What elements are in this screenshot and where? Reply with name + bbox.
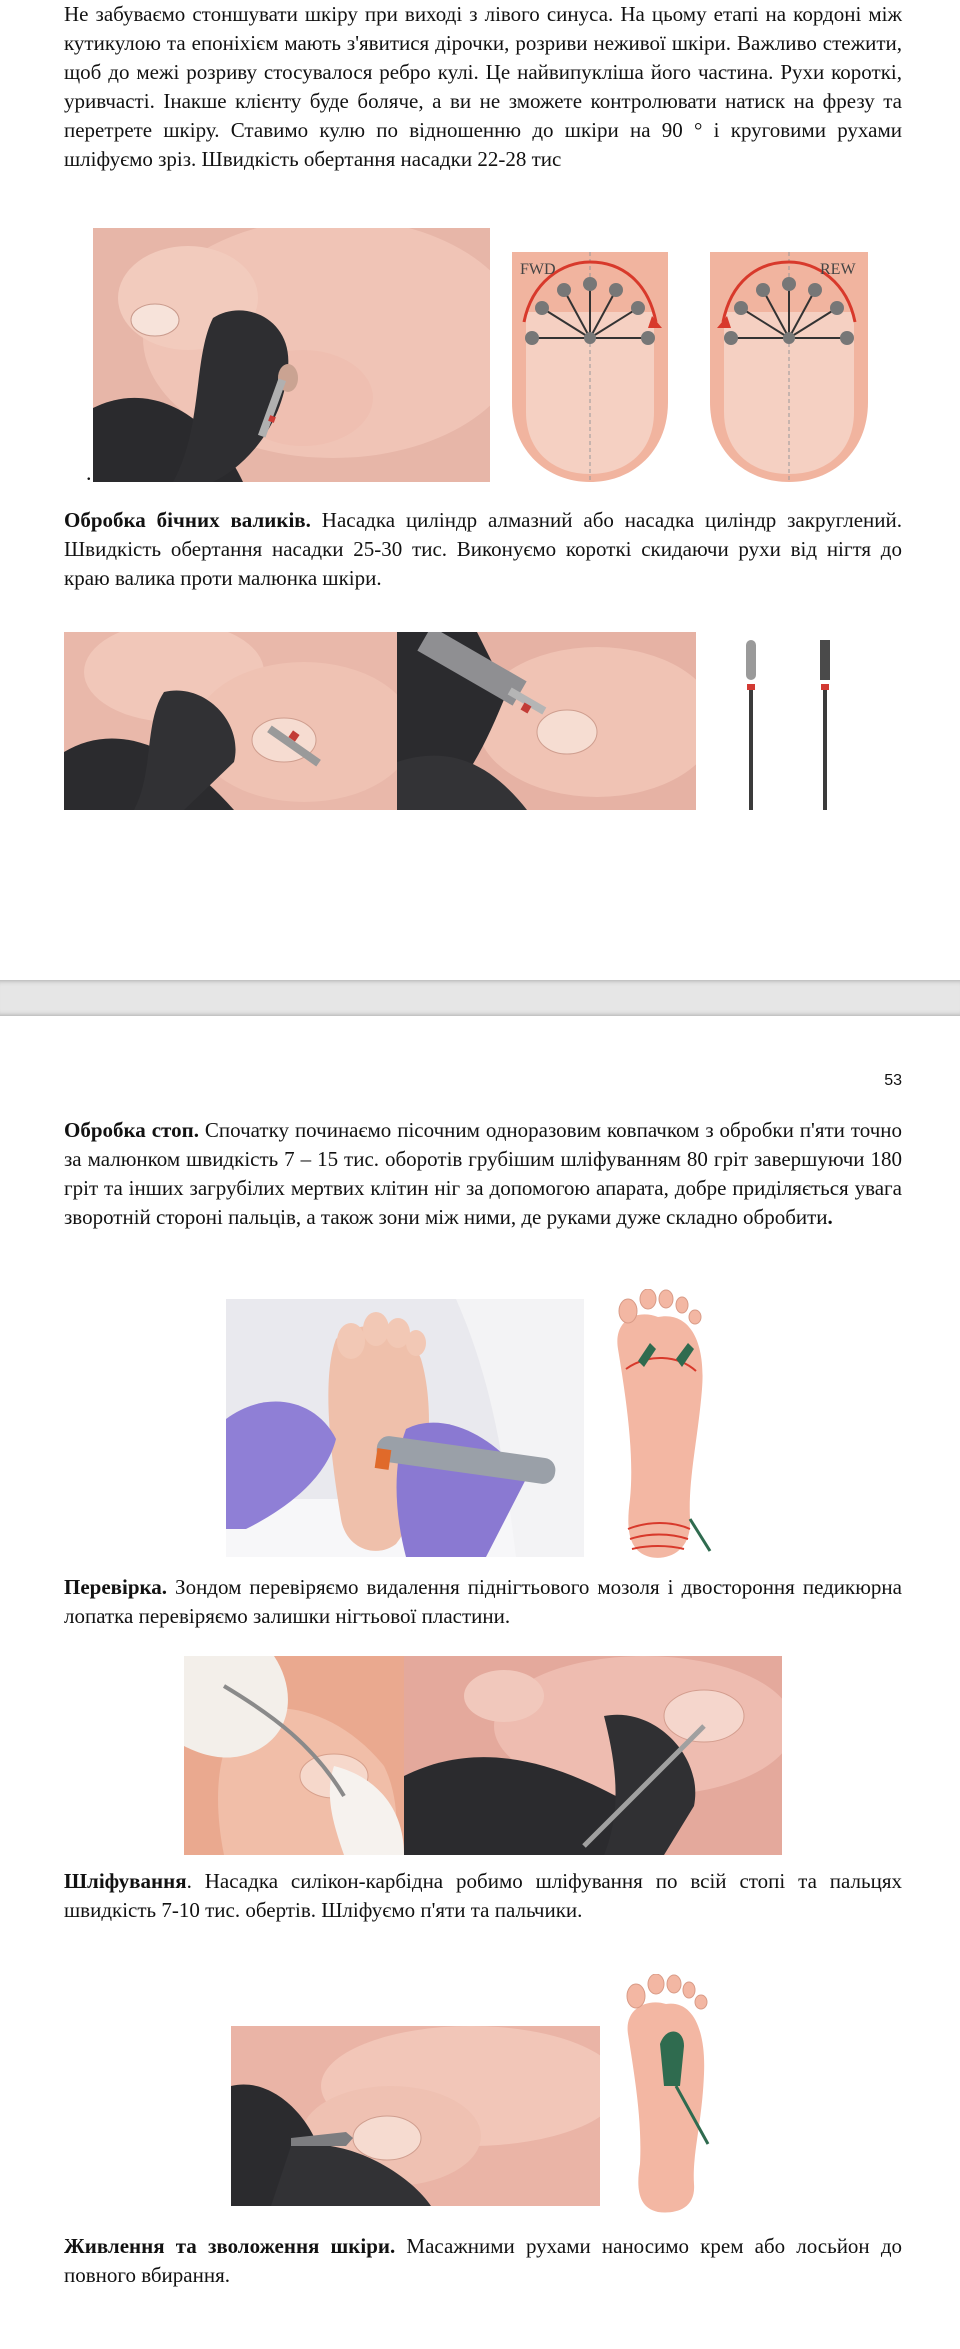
diagram-foot-green-bit: [608, 1974, 720, 2214]
feet-paragraph: [64, 1116, 902, 1232]
nutrition-heading: Живлення та зволоження шкіри.: [64, 2234, 396, 2258]
side-rollers-heading: Обробка бічних валиків.: [64, 508, 311, 532]
photo-probe-check: [184, 1656, 404, 1855]
stray-dot: .: [86, 460, 92, 485]
bit-cylinder-diamond-icon: [814, 640, 836, 810]
intro-paragraph: Не забуваємо стоншувати шкіру при виході з лівого синуса. На цьому етапі на кордоні між кутикулою та епоніхієм мають з'явитися дірочки, розриви неживої шкіри. Важливо стежити, щоб до межі розриву стосувалося ребро кулі. Це найвипукліша його частина. Рухи короткі, уривчасті. Інакше клієнту буде боляче, а ви не зможете контролювати натиск на фрезу та перетрете шкіру. Ставимо кулю по відношенню до шкіри на 90 ° і круговими рухами шліфуємо зріз. Швидкість обертання насадки 22-28 тис: [64, 2, 902, 171]
fwd-label: FWD: [520, 261, 556, 278]
diagram-nail-rew: [700, 252, 878, 482]
photo-toe-ball-bit: [93, 228, 490, 482]
feet-end: .: [827, 1205, 833, 1229]
grinding-heading: Шліфування: [64, 1869, 187, 1893]
document-page-1: [0, 0, 960, 980]
grinding-text: . Насадка силікон-карбідна робимо шліфування по всій стопі та пальцях швидкість 7-10 тис. обертів. Шліфуємо п'яти та пальчики.: [64, 1869, 902, 1922]
check-paragraph: [64, 1573, 902, 1631]
diagram-nail-fwd: [502, 252, 678, 482]
page-separator: [0, 980, 960, 1016]
document-page-2: [0, 1016, 960, 2349]
feet-text: Спочатку починаємо пісочним одноразовим ковпачком з обробки п'яти точно за малюнком швидкість 7 – 15 тис. оборотів грубішим шліфуванням 80 гріт завершуючи 180 гріт та інших загрубілих мертвих клітин ніг за допомогою апарата, добре приділяється увага зворотній стороні пальців, а також зони між ними, де руками дуже складно обробити: [64, 1118, 902, 1229]
diagram-foot-sole-zones: [598, 1289, 716, 1561]
side-rollers-paragraph: [64, 506, 902, 593]
side-rollers-text: Насадка циліндр алмазний або насадка циліндр закруглений. Швидкість обертання насадки 25-30 тис. Виконуємо короткі скидаючи рухи від нігтя до краю валика проти малюнка шкіри.: [64, 508, 902, 590]
page-number: 53: [884, 1072, 902, 1089]
feet-heading: Обробка стоп.: [64, 1118, 199, 1142]
photo-side-roller-left: [64, 632, 397, 810]
check-text: Зондом перевіряємо видалення піднігтьового мозоля і двостороння педикюрна лопатка перевіряємо залишки нігтьової пластини.: [64, 1575, 902, 1628]
photo-foot-heel-processing: [226, 1299, 584, 1557]
photo-grinding-toe: [231, 2026, 600, 2206]
rew-label: REW: [820, 261, 856, 278]
grinding-paragraph: [64, 1867, 902, 1925]
check-heading: Перевірка.: [64, 1575, 168, 1599]
photo-side-roller-right: [397, 632, 696, 810]
nutrition-text: Масажними рухами наносимо крем або лосьйон до повного вбирання.: [64, 2234, 903, 2287]
bit-cylinder-rounded-icon: [740, 640, 762, 810]
nutrition-paragraph: [64, 2232, 902, 2290]
photo-spatula-check: [404, 1656, 782, 1855]
